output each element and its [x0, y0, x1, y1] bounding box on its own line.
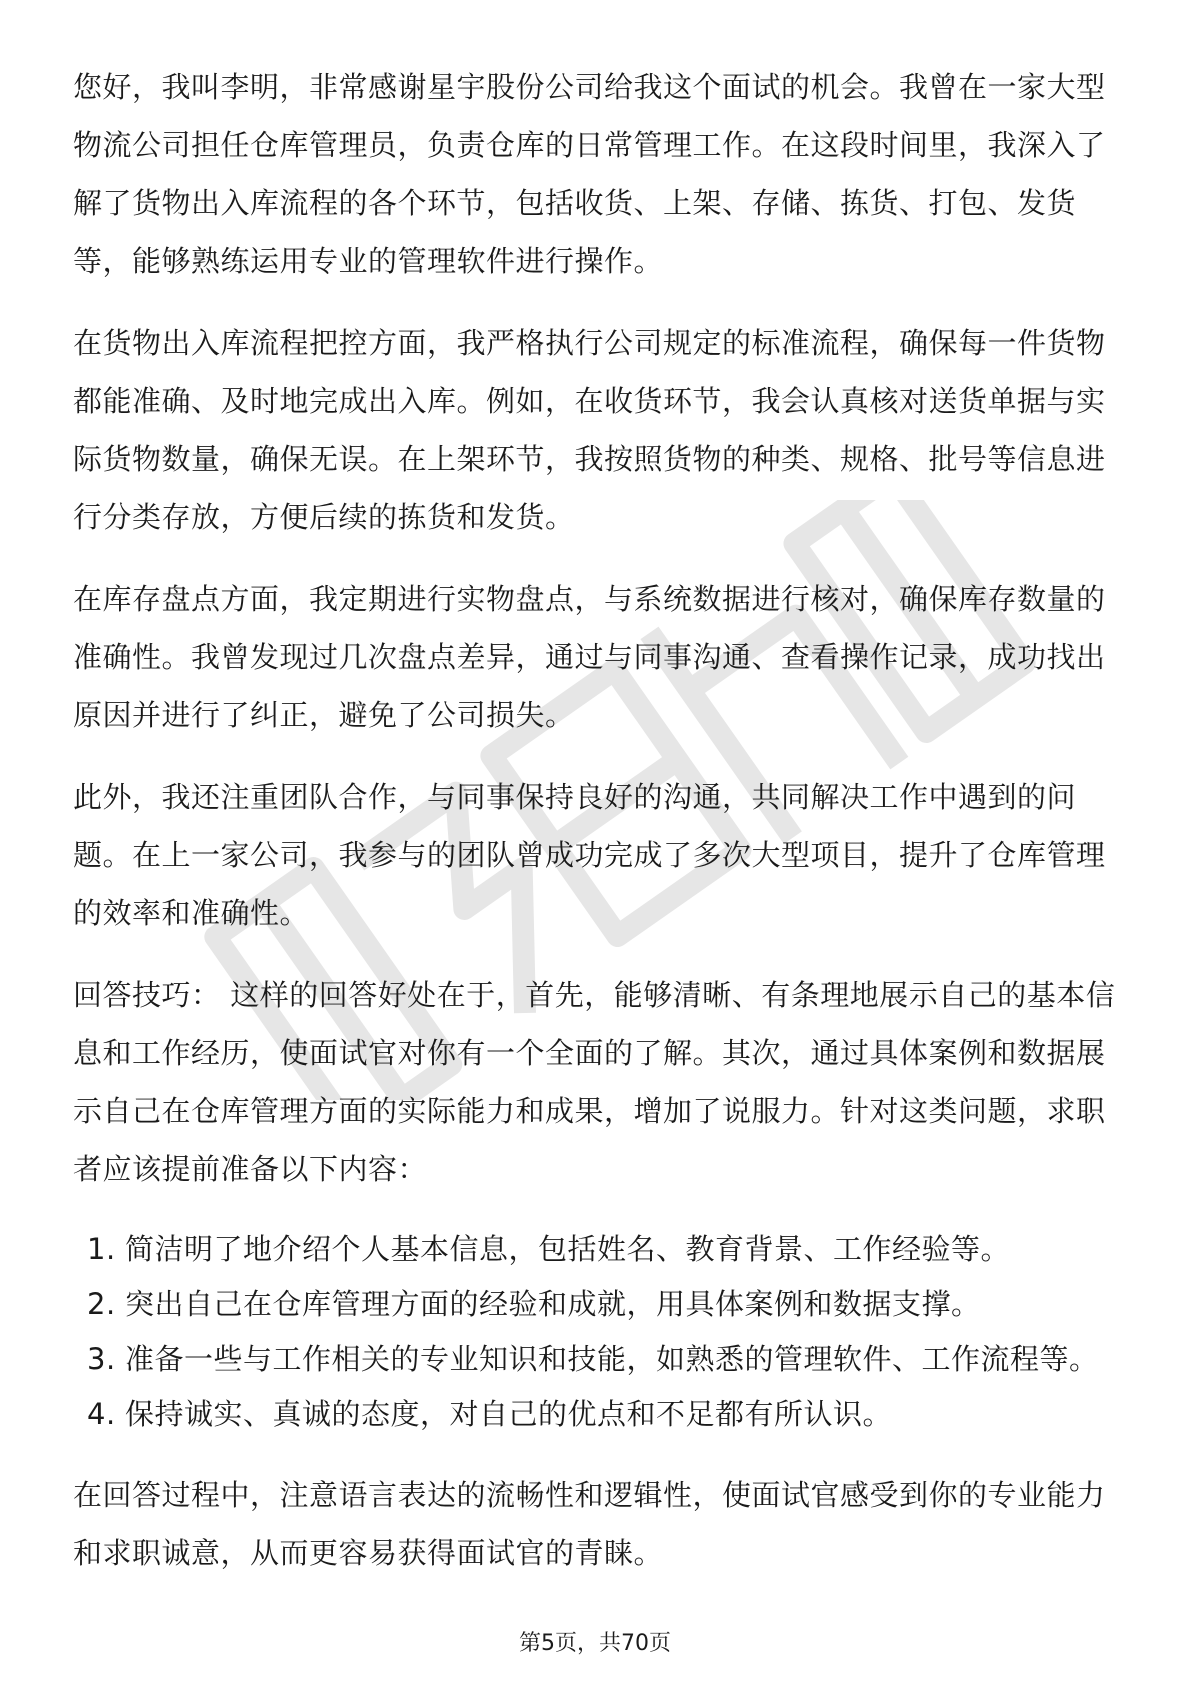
- paragraph-intro: 您好，我叫李明，非常感谢星宇股份公司给我这个面试的机会。我曾在一家大型物流公司担任仓库管理员，负责仓库的日常管理工作。在这段时间里，我深入了解了货物出入库流程的各个环节，包括收货、上架、存储、拣货、打包、发货等，能够熟练运用专业的管理软件进行操作。: [73, 70, 1106, 278]
- document-body: [73, 58, 1118, 1606]
- list-item: [73, 1332, 1118, 1387]
- paragraph-closing: 在回答过程中，注意语言表达的流畅性和逻辑性，使面试官感受到你的专业能力和求职诚意，从而更容易获得面试官的青睐。: [73, 1478, 1106, 1570]
- list-item: [73, 1222, 1118, 1277]
- paragraph-answer-tips: 回答技巧： 这样的回答好处在于，首先，能够清晰、有条理地展示自己的基本信息和工作经历，使面试官对你有一个全面的了解。其次，通过具体案例和数据展示自己在仓库管理方面的实际能力和成果，增加了说服力。针对这类问题，求职者应该提前准备以下内容：: [73, 978, 1116, 1186]
- list-item-number: 2.: [87, 1287, 116, 1321]
- list-item-text: 简洁明了地介绍个人基本信息，包括姓名、教育背景、工作经验等。: [125, 1232, 1011, 1266]
- list-item-text: 突出自己在仓库管理方面的经验和成就，用具体案例和数据支撑。: [125, 1287, 981, 1321]
- list-item-text: 准备一些与工作相关的专业知识和技能，如熟悉的管理软件、工作流程等。: [125, 1342, 1099, 1376]
- list-item-text: 保持诚实、真诚的态度，对自己的优点和不足都有所认识。: [125, 1397, 893, 1431]
- paragraph-inbound-outbound: 在货物出入库流程把控方面，我严格执行公司规定的标准流程，确保每一件货物都能准确、及时地完成出入库。例如，在收货环节，我会认真核对送货单据与实际货物数量，确保无误。在上架环节，我按照货物的种类、规格、批号等信息进行分类存放，方便后续的拣货和发货。: [73, 326, 1106, 534]
- list-item: [73, 1277, 1118, 1332]
- paragraph-inventory: 在库存盘点方面，我定期进行实物盘点，与系统数据进行核对，确保库存数量的准确性。我曾发现过几次盘点差异，通过与同事沟通、查看操作记录，成功找出原因并进行了纠正，避免了公司损失。: [73, 582, 1106, 732]
- list-item-number: 3.: [87, 1342, 116, 1376]
- list-item: [73, 1387, 1118, 1442]
- page-number-footer: 第5页，共70页: [519, 1631, 671, 1656]
- list-item-number: 4.: [87, 1397, 116, 1431]
- paragraph-teamwork: 此外，我还注重团队合作，与同事保持良好的沟通，共同解决工作中遇到的问题。在上一家公司，我参与的团队曾成功完成了多次大型项目，提升了仓库管理的效率和准确性。: [73, 780, 1106, 930]
- list-item-number: 1.: [87, 1232, 116, 1266]
- tips-list: [73, 1222, 1118, 1442]
